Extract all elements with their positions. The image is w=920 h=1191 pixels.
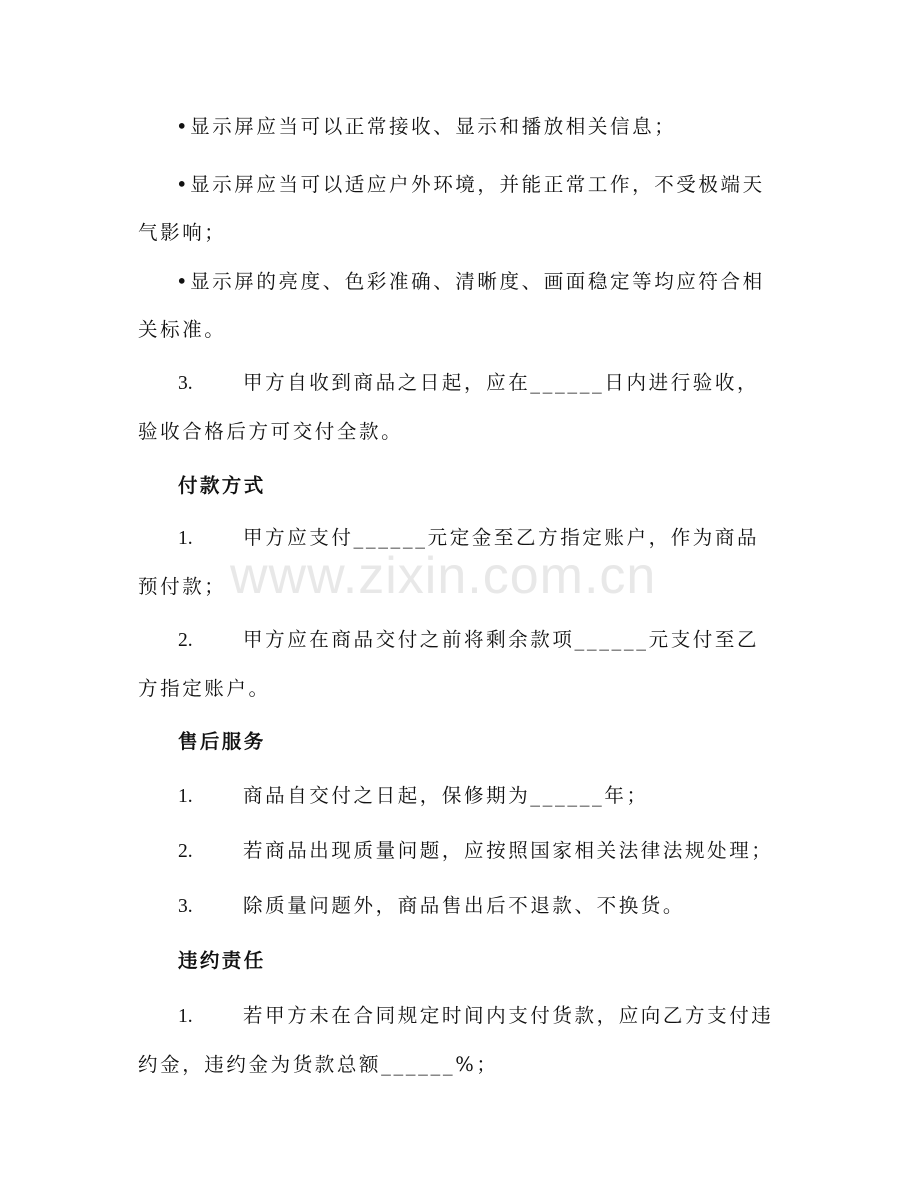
clause-text: 甲方应在商品交付之前将剩余款项______元支付至乙方指定账户。 — [138, 628, 760, 700]
section-heading-payment: 付款方式 — [178, 474, 266, 497]
section-heading-liability: 违约责任 — [178, 949, 266, 972]
clause-number: 2. — [178, 841, 193, 862]
list-item — [138, 882, 778, 931]
clause-number: 2. — [178, 630, 193, 651]
watermark: www.zixin.com.cn — [230, 547, 657, 605]
clause-text: 商品自交付之日起，保修期为______年； — [243, 784, 649, 807]
clause-number: 3. — [178, 373, 193, 394]
acceptance-clause — [138, 359, 778, 456]
clause-text: 甲方自收到商品之日起，应在______日内进行验收，验收合格后方可交付全款。 — [138, 371, 760, 443]
bullet-item: •显示屏的亮度、色彩准确、清晰度、画面稳定等均应符合相关标准。 — [138, 270, 765, 341]
list-item — [138, 992, 778, 1089]
bullet-item: •显示屏应当可以适应户外环境，并能正常工作，不受极端天气影响； — [138, 173, 765, 244]
clause-text: 除质量问题外，商品售出后不退款、不换货。 — [243, 894, 686, 917]
clause-text: 若商品出现质量问题，应按照国家相关法律法规处理； — [243, 839, 774, 862]
clause-number: 3. — [178, 896, 193, 917]
clause-text: 若甲方未在合同规定时间内支付货款，应向乙方支付违约金，违约金为货款总额______%； — [138, 1004, 774, 1076]
clause-number: 1. — [178, 528, 193, 549]
bullet-item: •显示屏应当可以正常接收、显示和播放相关信息； — [176, 115, 677, 138]
clause-number: 1. — [178, 1006, 193, 1027]
list-item — [138, 616, 778, 713]
list-item — [138, 772, 778, 821]
list-item — [138, 514, 778, 611]
clause-text: 甲方应支付______元定金至乙方指定账户，作为商品预付款； — [138, 526, 760, 598]
section-heading-after-sales: 售后服务 — [178, 730, 266, 753]
list-item — [138, 827, 778, 876]
clause-number: 1. — [178, 786, 193, 807]
